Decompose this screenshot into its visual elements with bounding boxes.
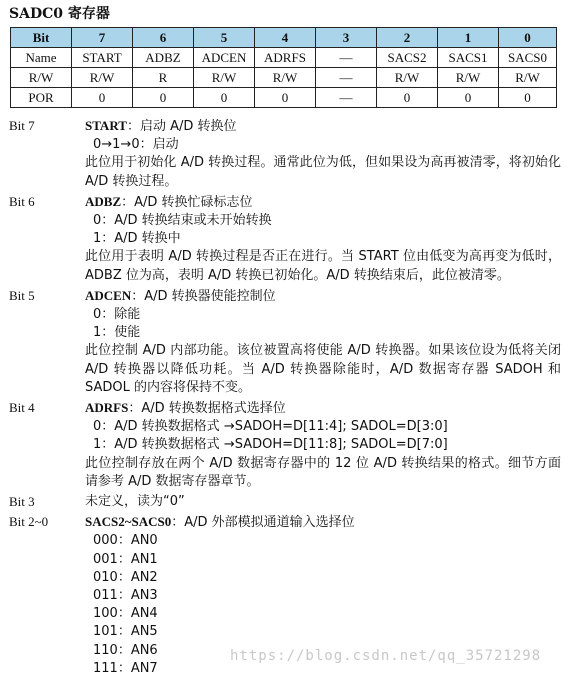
- bit-label: Bit 2~0: [9, 514, 49, 530]
- bit-label: Bit 6: [9, 193, 35, 209]
- table-cell: R/W: [194, 68, 255, 88]
- header-cell: Bit: [11, 28, 72, 48]
- table-cell: R/W: [255, 68, 316, 88]
- table-cell: Name: [11, 48, 72, 68]
- bit-label: Bit 7: [9, 118, 35, 133]
- table-cell: SACS2: [377, 48, 438, 68]
- table-cell: —: [316, 48, 377, 68]
- bit-option: 0：A/D 转换结束或未开始转换: [93, 213, 272, 229]
- bit-label: Bit 4: [9, 400, 35, 416]
- bit-option: 0：A/D 转换数据格式 →SADOH=D[11:4]; SADOL=D[3:0]: [93, 419, 448, 435]
- table-row-rw: [11, 68, 557, 88]
- register-title: SADC0 寄存器: [9, 6, 110, 22]
- bit-3-section: [0, 493, 569, 511]
- table-cell: SACS0: [499, 48, 557, 68]
- table-cell: 0: [377, 88, 438, 108]
- bit-header: [85, 399, 561, 418]
- bit-descriptions: [0, 117, 569, 678]
- table-cell: ADBZ: [133, 48, 194, 68]
- table-cell: ADRFS: [255, 48, 316, 68]
- table-cell: R/W: [11, 68, 72, 88]
- bit-option: 001：AN1: [93, 551, 158, 567]
- bit-option: 1：A/D 转换数据格式 →SADOH=D[11:8]; SADOL=D[7:0]: [93, 437, 448, 453]
- bit-field-name: ADRFS: [85, 400, 129, 416]
- table-row-name: [11, 48, 557, 68]
- bit-field-name: ADCEN: [85, 287, 132, 303]
- header-cell: 6: [133, 28, 194, 48]
- table-cell: 0: [72, 88, 133, 108]
- table-cell: R: [133, 68, 194, 88]
- header-cell: 1: [438, 28, 499, 48]
- bit-description: 此位用于表明 A/D 转换过程是否正在进行。当 START 位由低变为高再变为低时，ADBZ 位为高，表明 A/D 转换已初始化。A/D 转换结束后，此位被清零。: [85, 249, 561, 283]
- bit-description: 此位控制 A/D 内部功能。该位被置高将使能 A/D 转换器。如果该位设为低将关闭 A/D 转换器以降低功耗。当 A/D 转换器除能时，A/D 数据寄存器 SADOH 和 SADOL 的内容将保持不变。: [85, 343, 561, 395]
- bit-option: 1：使能: [93, 325, 141, 341]
- table-cell: R/W: [499, 68, 557, 88]
- bit-field-name: ADBZ: [85, 193, 122, 209]
- table-cell: START: [72, 48, 133, 68]
- bit-description: 此位控制存放在两个 A/D 数据寄存器中的 12 位 A/D 转换结果的格式。细节方面请参考 A/D 数据寄存器章节。: [85, 455, 561, 489]
- bit-option: 111：AN7: [93, 660, 158, 676]
- bit-header: [85, 287, 561, 306]
- header-cell: 4: [255, 28, 316, 48]
- bit-7-section: [0, 117, 569, 191]
- table-cell: R/W: [438, 68, 499, 88]
- bit-option: 011：AN3: [93, 588, 158, 604]
- table-cell: ADCEN: [194, 48, 255, 68]
- table-cell: 0: [194, 88, 255, 108]
- header-cell: 5: [194, 28, 255, 48]
- table-cell: 0: [438, 88, 499, 108]
- header-cell: 7: [72, 28, 133, 48]
- bit-header: [85, 193, 561, 212]
- bit-option: 110：AN6: [93, 642, 158, 658]
- bit-label: Bit 5: [9, 287, 35, 303]
- bit-option: 010：AN2: [93, 569, 158, 585]
- table-row-por: [11, 88, 557, 108]
- bit-option: 100：AN4: [93, 606, 158, 622]
- register-table: [10, 27, 557, 108]
- bit-option: 0→1→0：启动: [93, 137, 179, 153]
- table-header-row: [11, 28, 557, 48]
- bit-field-title: ：A/D 转换数据格式选择位: [128, 401, 286, 417]
- table-cell: SACS1: [438, 48, 499, 68]
- bit-header: 未定义，读为“0”: [85, 494, 185, 510]
- bit-header: [85, 513, 561, 532]
- table-cell: POR: [11, 88, 72, 108]
- bit-field-title: ：启动 A/D 转换位: [126, 119, 237, 134]
- bit-5-section: [0, 287, 569, 397]
- bit-field-name: SACS2~SACS0: [85, 514, 172, 530]
- bit-header: [85, 117, 561, 136]
- bit-option: 101：AN5: [93, 624, 158, 640]
- table-cell: R/W: [72, 68, 133, 88]
- bit-label: Bit 3: [9, 494, 35, 510]
- table-cell: —: [316, 68, 377, 88]
- bit-option: 000：AN0: [93, 533, 158, 549]
- bit-4-section: [0, 399, 569, 491]
- header-cell: 2: [377, 28, 438, 48]
- table-cell: 0: [499, 88, 557, 108]
- table-cell: R/W: [377, 68, 438, 88]
- table-cell: 0: [133, 88, 194, 108]
- header-cell: 0: [499, 28, 557, 48]
- bit-6-section: [0, 193, 569, 285]
- bit-field-name: START: [85, 118, 127, 133]
- table-cell: —: [316, 88, 377, 108]
- bit-field-title: ：A/D 外部模拟通道输入选择位: [171, 515, 355, 531]
- table-cell: 0: [255, 88, 316, 108]
- bit-option: 0：除能: [93, 307, 141, 323]
- watermark-url: https://blog.csdn.net/qq_35721298: [230, 648, 542, 664]
- bit-option: 1：A/D 转换中: [93, 231, 181, 247]
- bit-field-title: ：A/D 转换忙碌标志位: [121, 194, 253, 210]
- header-cell: 3: [316, 28, 377, 48]
- bit-description: 此位用于初始化 A/D 转换过程。通常此位为低，但如果设为高再被清零，将初始化 A/D 转换过程。: [85, 155, 561, 189]
- bit-field-title: ：A/D 转换器使能控制位: [131, 288, 276, 304]
